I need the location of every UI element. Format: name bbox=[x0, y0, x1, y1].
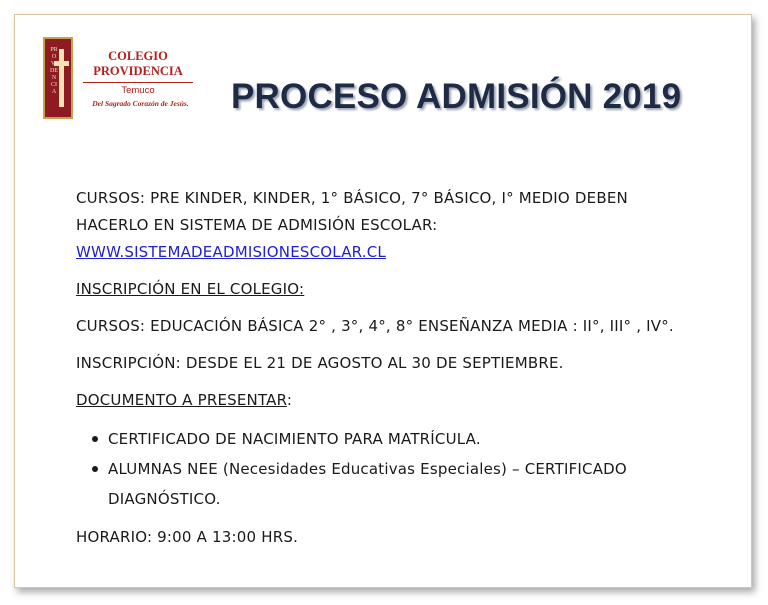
documento-heading-row bbox=[76, 387, 746, 414]
school-logo bbox=[43, 37, 203, 137]
intro-line-2: HACERLO EN SISTEMA DE ADMISIÓN ESCOLAR: bbox=[76, 216, 438, 234]
school-city: Temuco bbox=[121, 85, 155, 96]
document-item: CERTIFICADO DE NACIMIENTO PARA MATRÍCULA. bbox=[108, 430, 481, 448]
school-name bbox=[78, 49, 198, 79]
school-motto: Del Sagrado Corazón de Jesús. bbox=[92, 99, 189, 108]
list-item-continuation bbox=[76, 484, 746, 514]
list-item bbox=[76, 424, 746, 454]
page-title: PROCESO ADMISIÓN 2019 bbox=[231, 77, 682, 116]
inscripcion-dates: INSCRIPCIÓN: DESDE EL 21 DE AGOSTO AL 30 DE SEPTIEMBRE. bbox=[76, 354, 564, 372]
cross-icon bbox=[45, 39, 71, 117]
cursos-line: CURSOS: EDUCACIÓN BÁSICA 2° , 3°, 4°, 8° ENSEÑANZA MEDIA : II°, III° , IV°. bbox=[76, 317, 674, 335]
inscripcion-heading: INSCRIPCIÓN EN EL COLEGIO: bbox=[76, 280, 305, 298]
bullet-icon bbox=[92, 466, 98, 472]
list-item bbox=[76, 454, 746, 484]
document-item-continuation: DIAGNÓSTICO. bbox=[108, 490, 221, 508]
horario-line: HORARIO: 9:00 A 13:00 HRS. bbox=[76, 528, 299, 546]
document-item: ALUMNAS NEE (Necesidades Educativas Especiales) – CERTIFICADO bbox=[108, 460, 627, 478]
crest-text: PROVIDENCIA bbox=[50, 47, 58, 95]
school-name-line1: COLEGIO bbox=[108, 49, 168, 63]
admission-notice-card bbox=[14, 14, 752, 588]
admission-system-link[interactable]: WWW.SISTEMADEADMISIONESCOLAR.CL bbox=[76, 243, 386, 261]
bullet-icon bbox=[92, 436, 98, 442]
documents-list bbox=[76, 424, 746, 514]
notice-body bbox=[76, 185, 746, 551]
documento-colon: : bbox=[286, 391, 293, 409]
logo-divider bbox=[83, 82, 193, 83]
school-name-line2: PROVIDENCIA bbox=[93, 64, 183, 78]
documento-heading: DOCUMENTO A PRESENTAR bbox=[76, 391, 287, 409]
intro-line-1: CURSOS: PRE KINDER, KINDER, 1° BÁSICO, 7° BÁSICO, I° MEDIO DEBEN bbox=[76, 189, 628, 207]
crest-icon bbox=[43, 37, 73, 119]
